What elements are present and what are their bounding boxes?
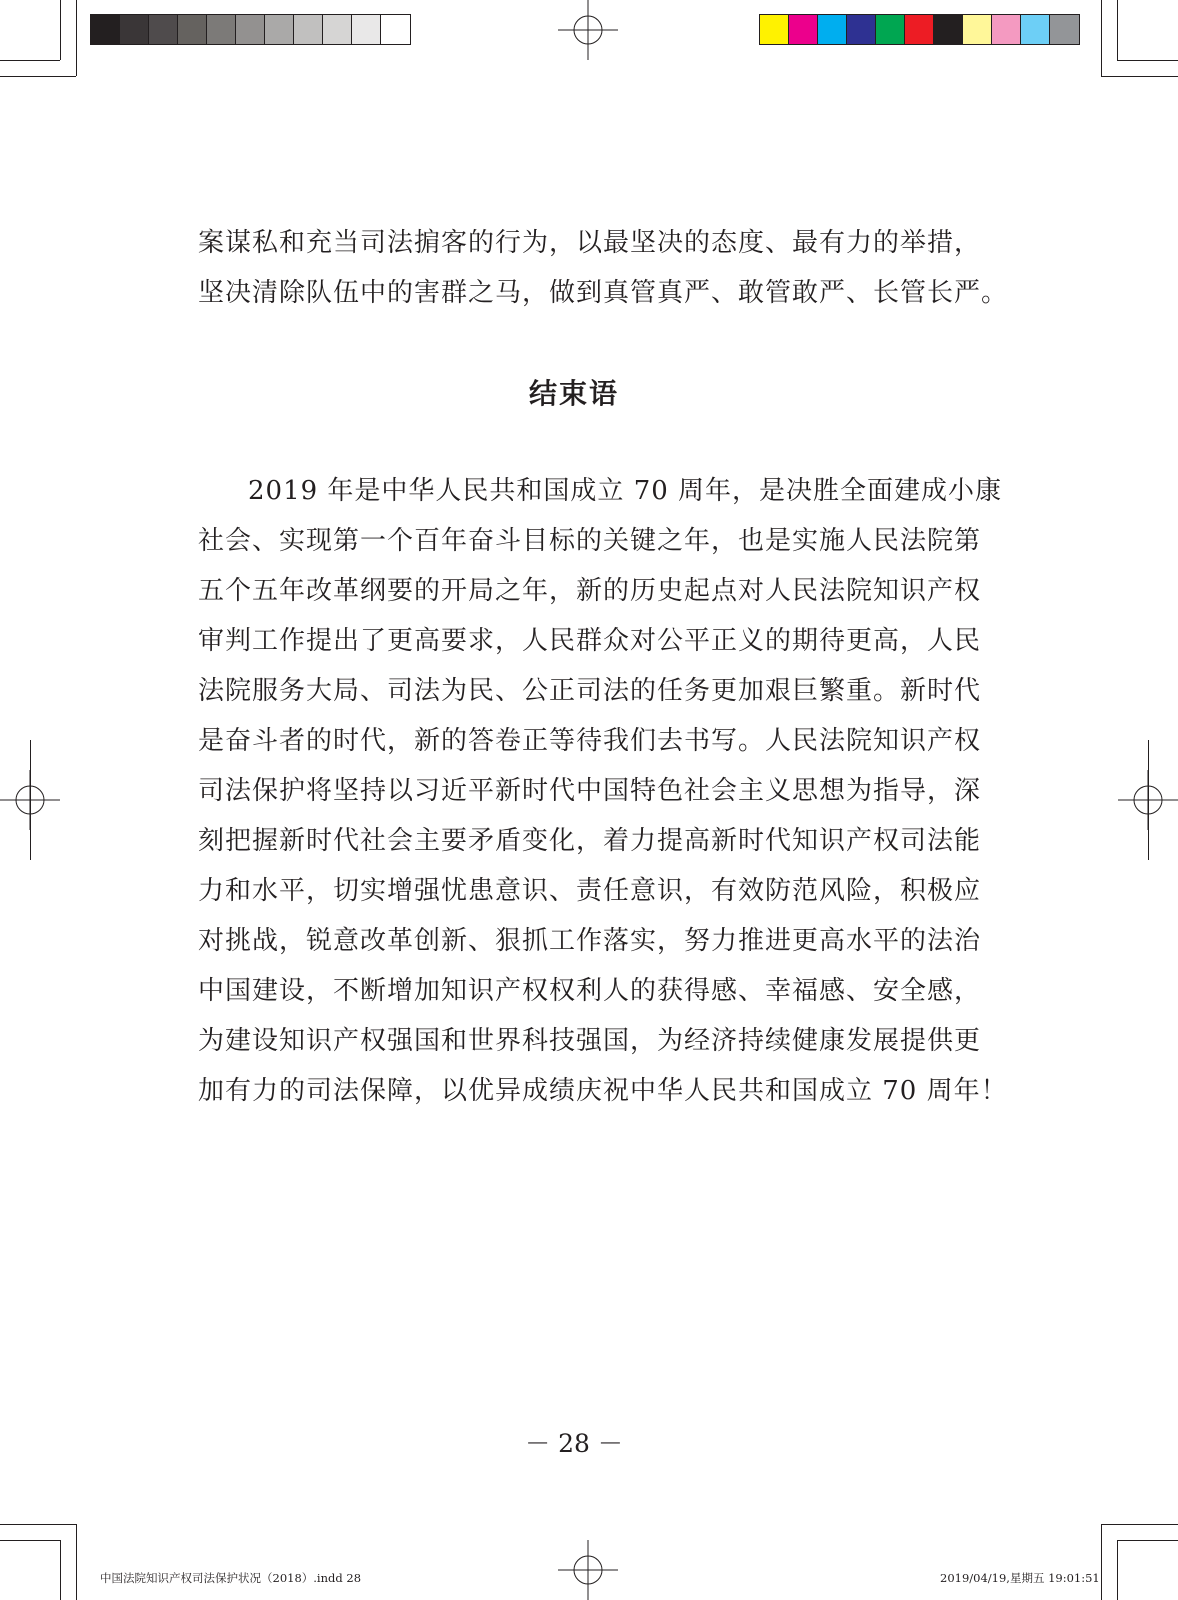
crop-mark: [76, 1524, 77, 1600]
text-line: 司法保护将坚持以习近平新时代中国特色社会主义思想为指导，深: [198, 776, 982, 806]
crop-mark: [1117, 60, 1178, 61]
color-swatch: [352, 15, 381, 44]
crop-mark: [0, 60, 60, 61]
crop-mark: [0, 1524, 76, 1525]
conclusion-paragraph: [198, 466, 1008, 1116]
color-swatch: [91, 15, 120, 44]
text-line: 是奋斗者的时代，新的答卷正等待我们去书写。人民法院知识产权: [198, 726, 982, 756]
text-line: 法院服务大局、司法为民、公正司法的任务更加艰巨繁重。新时代: [198, 676, 982, 706]
slug-left: 中国法院知识产权司法保护状况（2018）.indd 28: [100, 1571, 362, 1585]
crop-mark: [0, 76, 76, 77]
color-swatch: [178, 15, 207, 44]
crop-mark: [1101, 0, 1102, 76]
continuation-paragraph: [198, 218, 1009, 318]
crop-mark: [76, 0, 77, 76]
color-swatch: [818, 15, 847, 44]
crop-mark: [1117, 1540, 1178, 1541]
page-number: － 28 －: [525, 1429, 623, 1458]
crop-mark: [1101, 76, 1178, 77]
text-line: 坚决清除队伍中的害群之马，做到真管真严、敢管敢严、长管长严。: [198, 278, 1009, 308]
color-swatch: [265, 15, 294, 44]
grayscale-color-bar: [90, 14, 411, 45]
color-swatch: [294, 15, 323, 44]
crop-mark: [1117, 1540, 1118, 1600]
color-swatch: [1050, 15, 1079, 44]
text-line: 审判工作提出了更高要求，人民群众对公平正义的期待更高，人民: [198, 626, 982, 656]
color-swatch: [1021, 15, 1050, 44]
text-line: 力和水平，切实增强忧患意识、责任意识，有效防范风险，积极应: [198, 876, 982, 906]
color-swatch: [236, 15, 265, 44]
text-line: 中国建设，不断增加知识产权权利人的获得感、幸福感、安全感，: [198, 976, 982, 1006]
color-swatch: [963, 15, 992, 44]
section-heading: 结束语: [528, 377, 619, 410]
color-swatch: [207, 15, 236, 44]
crop-mark: [60, 0, 61, 60]
text-line: 2019 年是中华人民共和国成立 70 周年，是决胜全面建成小康: [248, 476, 1003, 506]
registration-mark-icon: [558, 0, 618, 60]
text-line: 为建设知识产权强国和世界科技强国，为经济持续健康发展提供更: [198, 1026, 982, 1056]
color-swatch: [149, 15, 178, 44]
registration-mark-icon: [558, 1540, 618, 1600]
color-swatch: [876, 15, 905, 44]
crop-mark: [1101, 1524, 1102, 1600]
text-line: 加有力的司法保障，以优异成绩庆祝中华人民共和国成立 70 周年！: [198, 1076, 1008, 1106]
text-line: 社会、实现第一个百年奋斗目标的关键之年，也是实施人民法院第: [198, 526, 982, 556]
process-color-bar: [759, 14, 1080, 45]
text-line: 案谋私和充当司法掮客的行为，以最坚决的态度、最有力的举措，: [198, 228, 982, 258]
crop-mark: [60, 1540, 61, 1600]
color-swatch: [120, 15, 149, 44]
text-line: 五个五年改革纲要的开局之年，新的历史起点对人民法院知识产权: [198, 576, 982, 606]
color-swatch: [760, 15, 789, 44]
color-swatch: [934, 15, 963, 44]
color-swatch: [323, 15, 352, 44]
color-swatch: [847, 15, 876, 44]
color-swatch: [905, 15, 934, 44]
color-swatch: [381, 15, 410, 44]
crop-mark: [1117, 0, 1118, 60]
color-swatch: [992, 15, 1021, 44]
text-line: 对挑战，锐意改革创新、狠抓工作落实，努力推进更高水平的法治: [198, 926, 982, 956]
registration-line: [1148, 740, 1149, 860]
crop-mark: [0, 1540, 60, 1541]
color-swatch: [789, 15, 818, 44]
registration-line: [30, 740, 31, 860]
crop-mark: [1101, 1524, 1178, 1525]
slug-right: 2019/04/19,星期五 19:01:51: [940, 1571, 1100, 1585]
text-line: 刻把握新时代社会主要矛盾变化，着力提高新时代知识产权司法能: [198, 826, 982, 856]
